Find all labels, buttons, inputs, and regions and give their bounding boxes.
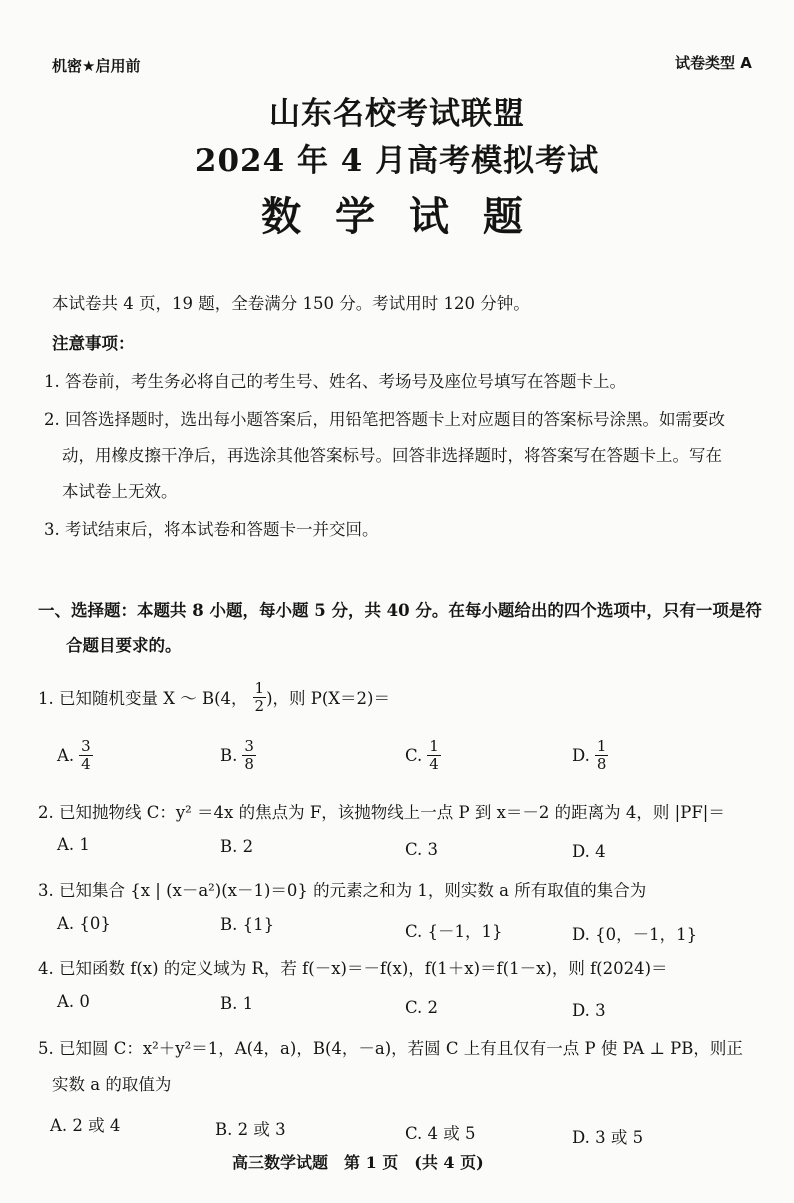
- option-label: C.: [405, 745, 423, 765]
- fraction-numerator: 1: [596, 736, 607, 755]
- question-5-line-1: 5. 已知圆 C：x²＋y²＝1，A(4，a)，B(4，－a)，若圆 C 上有且仅有一点 P 使 PA ⊥ PB，则正: [38, 1039, 743, 1058]
- question-4-option-a: A. 0: [57, 992, 90, 1011]
- question-5-option-b: B. 2 或 3: [215, 1120, 286, 1139]
- question-1-option-c: [405, 735, 441, 775]
- fraction-denominator: 2: [254, 696, 265, 715]
- question-4-option-d: D. 3: [572, 1001, 606, 1020]
- notice-item-2-line-3: 本试卷上无效。: [62, 482, 178, 501]
- question-3-option-c: C. {－1，1}: [405, 922, 503, 941]
- question-2-option-d: D. 4: [572, 842, 606, 861]
- question-4: 4. 已知函数 f(x) 的定义域为 R，若 f(－x)＝－f(x)，f(1＋x)＝f(1－x)，则 f(2024)＝: [38, 959, 668, 978]
- section-1-heading-cont: 合题目要求的。: [66, 636, 182, 655]
- question-1-option-a: [57, 735, 93, 775]
- question-2-option-a: A. 1: [57, 835, 90, 854]
- confidential-label: 机密★启用前: [52, 57, 141, 75]
- question-5-option-a: A. 2 或 4: [50, 1116, 121, 1135]
- fraction-denominator: 8: [596, 754, 607, 773]
- fraction-numerator: 3: [244, 736, 254, 755]
- question-2-option-c: C. 3: [405, 840, 439, 859]
- question-4-option-b: B. 1: [220, 994, 254, 1013]
- option-fraction: [79, 738, 93, 773]
- fraction-denominator: 8: [244, 754, 254, 773]
- question-3-option-b: B. {1}: [220, 915, 275, 934]
- option-fraction: [427, 738, 441, 773]
- option-fraction: [242, 738, 256, 773]
- notice-item-3: 3. 考试结束后，将本试卷和答题卡一并交回。: [44, 520, 379, 539]
- question-1-fraction: [253, 680, 267, 715]
- question-1-option-d: [572, 735, 608, 775]
- paper-type-label: 试卷类型 A: [675, 54, 752, 72]
- section-1-heading: 一、选择题：本题共 8 小题，每小题 5 分，共 40 分。在每小题给出的四个选项中，只有一项是符: [38, 601, 762, 620]
- page-footer: 高三数学试题 第 1 页 (共 4 页): [232, 1153, 484, 1172]
- exam-session-title: 2024 年 4 月高考模拟考试: [194, 143, 600, 179]
- option-label: B.: [220, 745, 238, 765]
- question-2-option-b: B. 2: [220, 837, 254, 856]
- question-3-option-a: A. {0}: [57, 914, 111, 933]
- fraction-numerator: 3: [81, 736, 91, 755]
- question-1: [38, 677, 390, 717]
- question-5-option-d: D. 3 或 5: [572, 1128, 644, 1147]
- question-5-line-2: 实数 a 的取值为: [52, 1075, 172, 1094]
- fraction-denominator: 4: [429, 754, 439, 773]
- question-1-text-pre: 1. 已知随机变量 X ～ B(4，: [38, 689, 248, 708]
- exam-intro: 本试卷共 4 页，19 题，全卷满分 150 分。考试用时 120 分钟。: [52, 294, 530, 313]
- fraction-numerator: 1: [429, 736, 439, 755]
- question-3-option-d: D. {0，－1，1}: [572, 925, 698, 944]
- notice-item-1: 1. 答卷前，考生务必将自己的考生号、姓名、考场号及座位号填写在答题卡上。: [44, 372, 626, 391]
- option-fraction: [595, 738, 609, 773]
- fraction-denominator: 4: [81, 754, 91, 773]
- option-label: D.: [572, 745, 590, 765]
- question-5-option-c: C. 4 或 5: [405, 1124, 476, 1143]
- exam-organizer-title: 山东名校考试联盟: [269, 96, 525, 132]
- question-1-option-b: [220, 735, 256, 775]
- notice-item-2-line-1: 2. 回答选择题时，选出每小题答案后，用铅笔把答题卡上对应题目的答案标号涂黑。如需要改: [44, 410, 725, 429]
- question-3: 3. 已知集合 {x | (x－a²)(x－1)＝0} 的元素之和为 1，则实数 a 所有取值的集合为: [38, 881, 647, 900]
- question-1-text-post: )，则 P(X＝2)＝: [266, 689, 390, 708]
- question-2: 2. 已知抛物线 C：y² ＝4x 的焦点为 F，该抛物线上一点 P 到 x＝－2 的距离为 4，则 |PF|＝: [38, 803, 725, 822]
- notice-item-2-line-2: 动，用橡皮擦干净后，再选涂其他答案标号。回答非选择题时，将答案写在答题卡上。写在: [62, 446, 722, 465]
- notice-heading: 注意事项：: [52, 334, 135, 353]
- question-4-option-c: C. 2: [405, 998, 439, 1017]
- option-label: A.: [57, 745, 75, 765]
- subject-title: 数 学 试 题: [261, 193, 533, 240]
- fraction-numerator: 1: [254, 678, 265, 697]
